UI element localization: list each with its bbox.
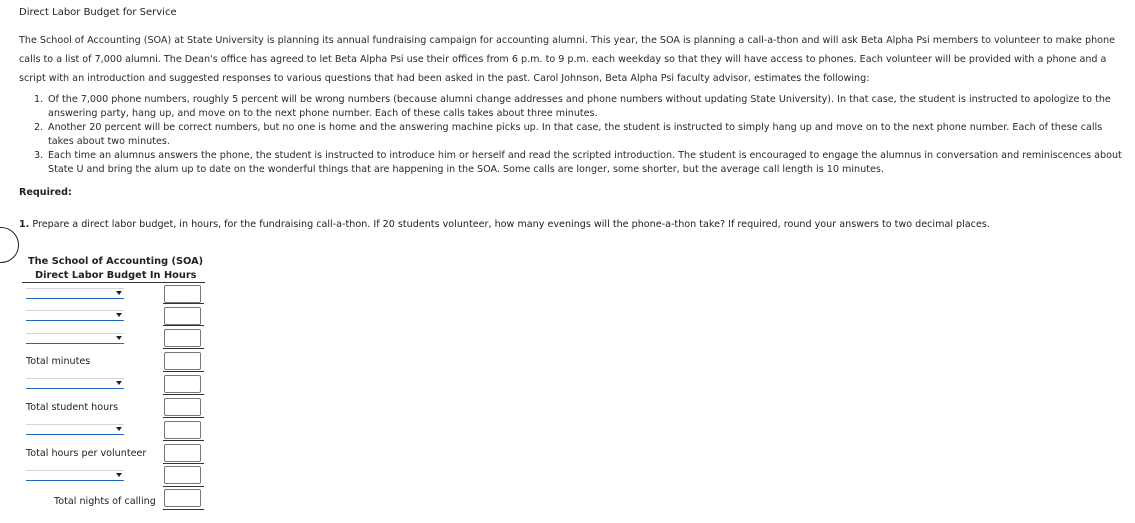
dropdown-caret-icon xyxy=(116,313,122,317)
dropdown-caret-icon xyxy=(116,336,122,340)
budget-table-title: The School of Accounting (SOA) xyxy=(28,256,204,267)
estimate-text: Each time an alumnus answers the phone, the student is instructed to introduce him or herself and read the scripted introduction. The student is encouraged to engage the alumnus in conversation and reminiscences about State U and bring the alum up to date on the wonderful things that are happening in the SOA. Some calls are longer, some shorter, but the average call length is 10 minutes. xyxy=(48,150,1122,175)
budget-row-5-input[interactable] xyxy=(164,375,201,393)
dropdown-caret-icon xyxy=(116,291,122,295)
budget-row-2-select[interactable] xyxy=(26,310,124,321)
page-title: Direct Labor Budget for Service xyxy=(19,7,177,18)
row-divider xyxy=(163,417,204,418)
row-divider xyxy=(163,303,204,304)
row-divider xyxy=(163,486,204,487)
question-body: Prepare a direct labor budget, in hours, for the fundraising call-a-thon. If 20 students volunteer, how many evenings will the phone-a-thon take? If required, round your answers to two decimal places. xyxy=(29,219,990,230)
total-hours-per-volunteer-label: Total hours per volunteer xyxy=(26,448,147,459)
total-nights-input[interactable] xyxy=(164,489,201,507)
total-nights-label: Total nights of calling xyxy=(54,496,156,507)
title-divider xyxy=(22,282,205,283)
estimate-number: 1. xyxy=(34,94,44,105)
budget-row-3-select[interactable] xyxy=(26,333,124,344)
row-divider xyxy=(163,440,204,441)
total-student-hours-label: Total student hours xyxy=(26,402,119,413)
question-number: 1. xyxy=(19,219,30,230)
total-minutes-input[interactable] xyxy=(164,352,201,370)
budget-row-5-select[interactable] xyxy=(26,378,124,389)
row-divider xyxy=(163,394,204,395)
dropdown-caret-icon xyxy=(116,427,122,431)
estimate-number: 2. xyxy=(34,122,44,133)
question-marker-circle xyxy=(0,227,19,263)
estimate-text: Of the 7,000 phone numbers, roughly 5 percent will be wrong numbers (because alumni change addresses and phone numbers without updating State University). In that case, the student is instructed to apologize to the answering party, hang up, and move on to the next phone number. Each of these calls takes about three minutes. xyxy=(48,94,1111,119)
total-minutes-label: Total minutes xyxy=(26,356,91,367)
question-text xyxy=(19,219,1119,230)
row-divider xyxy=(163,463,204,464)
total-hours-per-volunteer-input[interactable] xyxy=(164,444,201,462)
budget-table-subtitle: Direct Labor Budget In Hours xyxy=(35,270,197,281)
row-divider xyxy=(163,348,204,349)
budget-row-9-input[interactable] xyxy=(164,466,201,484)
estimate-text: Another 20 percent will be correct numbers, but no one is home and the answering machine picks up. In that case, the student is instructed to simply hang up and move on to the next phone number. Each of these calls takes about two minutes. xyxy=(48,122,1103,147)
total-student-hours-input[interactable] xyxy=(164,398,201,416)
estimate-number: 3. xyxy=(34,150,44,161)
budget-row-2-input[interactable] xyxy=(164,307,201,325)
budget-row-3-input[interactable] xyxy=(164,329,201,347)
row-divider xyxy=(163,509,204,510)
budget-row-7-input[interactable] xyxy=(164,421,201,439)
row-divider xyxy=(163,325,204,326)
row-divider xyxy=(163,371,204,372)
budget-row-9-select[interactable] xyxy=(26,470,124,481)
dropdown-caret-icon xyxy=(116,381,122,385)
dropdown-caret-icon xyxy=(116,473,122,477)
budget-row-1-select[interactable] xyxy=(26,288,124,299)
required-label: Required: xyxy=(19,187,72,198)
budget-row-1-input[interactable] xyxy=(164,285,201,303)
budget-row-7-select[interactable] xyxy=(26,424,124,435)
problem-intro: The School of Accounting (SOA) at State University is planning its annual fundraising campaign for accounting alumni. This year, the SOA is planning a call-a-thon and will ask Beta Alpha Psi members to volunteer to make phone calls to a list of 7,000 alumni. The Dean's office has agreed to let Beta Alpha Psi use their offices from 6 p.m. to 9 p.m. each weekday so that they will have access to phones. Each volunteer will be provided with a phone and a script with an introduction and suggested responses to various questions that had been asked in the past. Carol Johnson, Beta Alpha Psi faculty advisor, estimates the following: xyxy=(19,35,1116,84)
